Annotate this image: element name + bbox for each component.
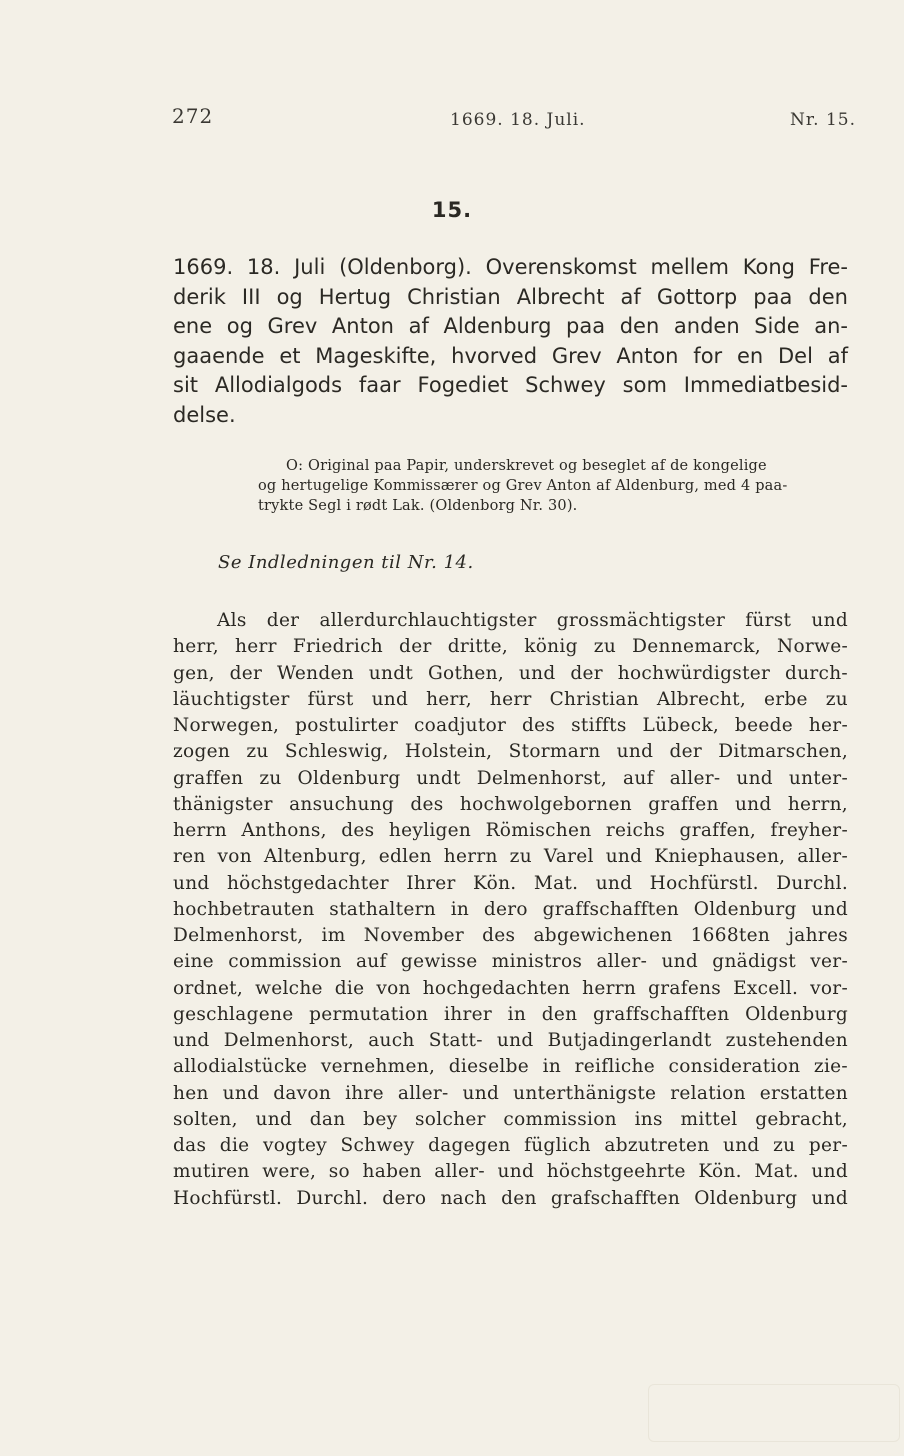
body-line: hen und davon ihre aller- und unterthänigste relation erstatten [173,1082,848,1104]
body-line: mutiren were, so haben aller- und höchstgeehrte Kön. Mat. und [173,1161,848,1183]
body-line: allodialstücke vernehmen, dieselbe in reifliche consideration zie- [173,1056,848,1078]
summary-line: gaaende et Mageskifte, hvorved Grev Anton for en Del af [173,343,848,368]
body-line: läuchtigster fürst und herr, herr Christian Albrecht, erbe zu [173,688,848,710]
body-line: das die vogtey Schwey dagegen füglich abzutreten und zu per- [173,1135,848,1156]
summary-line: sit Allodialgods faar Fogediet Schwey som Immediatbesid- [173,373,848,397]
summary-line: delse. [173,402,236,427]
header-document-ref: Nr. 15. [790,110,856,130]
header-date: 1669. 18. Juli. [450,110,586,130]
see-reference: Se Indledningen til Nr. 14. [218,552,474,573]
source-line: og hertugelige Kommissærer og Grev Anton af Aldenburg, med 4 paa- [258,478,788,494]
body-line: ren von Altenburg, edlen herrn zu Varel und Kniephausen, aller- [173,846,848,868]
body-line: solten, und dan bey solcher commission ins mittel gebracht, [173,1108,848,1130]
body-line: herr, herr Friedrich der dritte, könig zu Dennemarck, Norwe- [173,636,848,658]
source-note [258,456,850,516]
source-line: trykte Segl i rødt Lak. (Oldenborg Nr. 30). [258,498,578,514]
body-line: Als der allerdurchlauchtigster grossmächtigster fürst und [217,610,848,631]
body-line: Hochfürstl. Durchl. dero nach den grafschafften Oldenburg und [173,1187,848,1209]
running-header [0,104,904,134]
body-line: graffen zu Oldenburg undt Delmenhorst, auf aller- und unter- [173,767,848,789]
body-line: geschlagene permutation ihrer in den graffschafften Oldenburg [173,1003,848,1025]
body-line: Norwegen, postulirter coadjutor des stiffts Lübeck, beede her- [173,715,848,736]
body-line: gen, der Wenden undt Gothen, und der hochwürdigster durch- [173,662,848,684]
body-line: herrn Anthons, des heyligen Römischen reichs graffen, freyher- [173,820,848,841]
source-line: O: Original paa Papir, underskrevet og beseglet af de kongelige [286,458,767,474]
body-line: eine commission auf gewisse ministros aller- und gnädigst ver- [173,951,848,973]
document-body [173,608,848,1212]
summary-line: derik III og Hertug Christian Albrecht af Gottorp paa den [173,284,848,309]
body-line: thänigster ansuchung des hochwolgebornen graffen und herrn, [173,793,848,815]
body-line: zogen zu Schleswig, Holstein, Stormarn und der Ditmarschen, [173,741,848,763]
paper-stain [648,1384,900,1442]
document-number: 15. [431,198,473,222]
summary-line: ene og Grev Anton af Aldenburg paa den anden Side an- [173,314,848,338]
body-line: Delmenhorst, im November des abgewichenen 1668ten jahres [173,925,848,946]
page-number: 272 [172,104,214,128]
body-line: hochbetrauten stathaltern in dero graffschafften Oldenburg und [173,898,848,920]
body-line: und Delmenhorst, auch Statt- und Butjadingerlandt zustehenden [173,1030,848,1051]
body-line: und höchstgedachter Ihrer Kön. Mat. und Hochfürstl. Durchl. [173,872,848,894]
summary-line: 1669. 18. Juli (Oldenborg). Overenskomst mellem Kong Fre- [173,255,848,279]
body-line: ordnet, welche die von hochgedachten herrn grafens Excell. vor- [173,977,848,999]
document-summary [173,253,848,430]
